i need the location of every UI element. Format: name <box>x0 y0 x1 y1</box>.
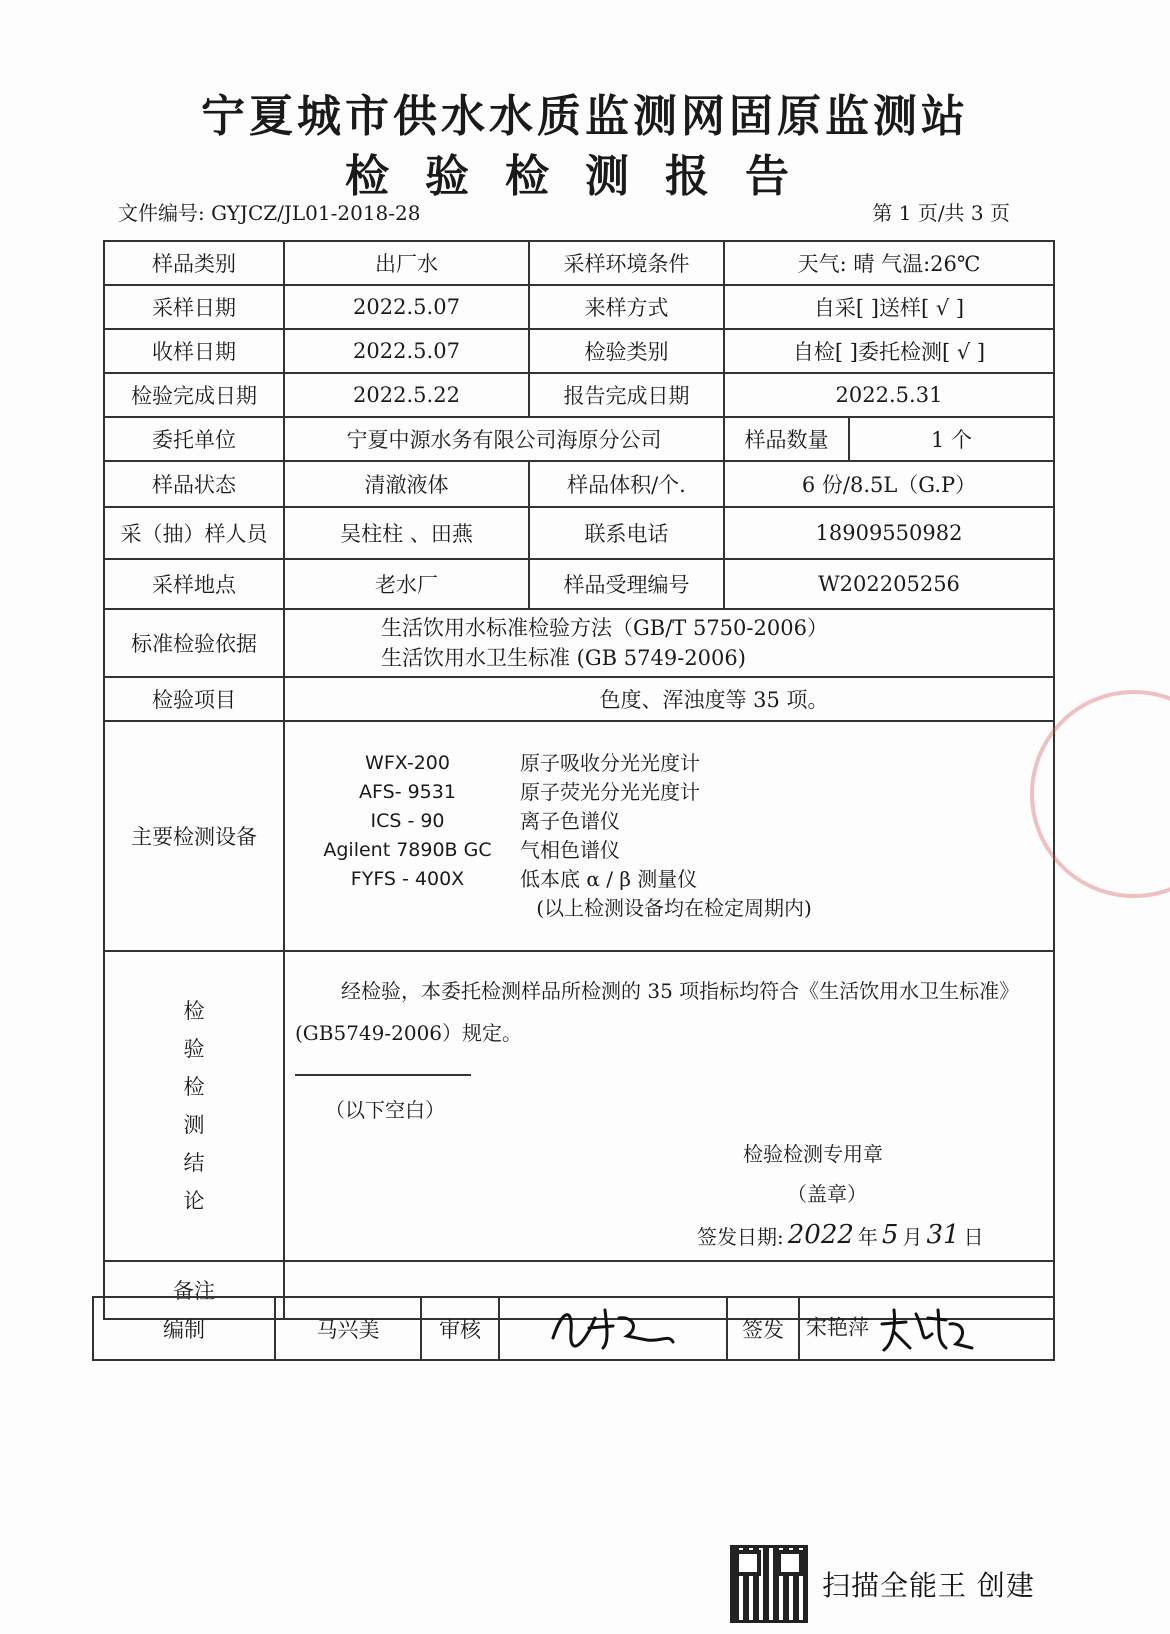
equipment-model: FYFS - 400X <box>350 868 465 890</box>
conclusion-label-char: 验 <box>183 1037 205 1061</box>
accept-no-value: W202205256 <box>724 559 1054 609</box>
seal-text: 检验检测专用章 <box>743 1142 883 1166</box>
sampler-value: 吴柱柱 、田燕 <box>284 507 529 559</box>
equipment-list <box>284 721 1054 951</box>
table-row <box>104 241 1054 285</box>
equipment-model: ICS - 90 <box>370 810 445 832</box>
equipment-item <box>295 749 1053 778</box>
review-signature-scribble <box>543 1298 683 1354</box>
issue-day: 31 <box>926 1220 960 1250</box>
table-row <box>104 507 1054 559</box>
equipment-item <box>295 807 1053 836</box>
sample-state-label: 样品状态 <box>104 461 284 507</box>
finish-date-label: 检验完成日期 <box>104 373 284 417</box>
client-value: 宁夏中源水务有限公司海原分公司 <box>284 417 724 461</box>
equipment-item <box>295 778 1053 807</box>
review-signature <box>499 1297 727 1360</box>
issue-signer <box>799 1297 1054 1360</box>
issue-month: 5 <box>881 1220 899 1250</box>
review-label: 审核 <box>421 1297 499 1360</box>
remark-label: 备注 <box>104 1261 284 1319</box>
conclusion-label-char: 检 <box>183 1075 205 1099</box>
table-row <box>104 329 1054 373</box>
equipment-name: 原子荧光分光光度计 <box>520 780 700 804</box>
receive-date-value: 2022.5.07 <box>284 329 529 373</box>
table-row <box>104 721 1054 951</box>
sample-type-label: 样品类别 <box>104 241 284 285</box>
issue-date <box>697 1220 984 1250</box>
compile-value: 马兴美 <box>275 1297 421 1360</box>
basis-label: 标准检验依据 <box>104 609 284 677</box>
equipment-label: 主要检测设备 <box>104 721 284 951</box>
sample-state-value: 清澈液体 <box>284 461 529 507</box>
sampler-label: 采（抽）样人员 <box>104 507 284 559</box>
sampling-date-label: 采样日期 <box>104 285 284 329</box>
sample-volume-label: 样品体积/个. <box>529 461 724 507</box>
table-row <box>93 1297 1054 1360</box>
equipment-note: (以上检测设备均在检定周期内) <box>536 896 812 920</box>
basis-standard-2: 生活饮用水卫生标准 (GB 5749-2006) <box>381 646 746 670</box>
location-value: 老水厂 <box>284 559 529 609</box>
basis-cell <box>284 609 1054 677</box>
table-row <box>104 373 1054 417</box>
report-date-value: 2022.5.31 <box>724 373 1054 417</box>
table-row <box>104 609 1054 677</box>
equipment-name: 气相色谱仪 <box>520 838 620 862</box>
issue-date-label: 签发日期: <box>697 1225 784 1249</box>
test-type-label: 检验类别 <box>529 329 724 373</box>
conclusion-label-char: 测 <box>183 1113 205 1137</box>
conclusion-label-char: 检 <box>183 999 205 1023</box>
issue-day-suffix: 日 <box>963 1225 984 1249</box>
equipment-item <box>295 865 1053 894</box>
items-label: 检验项目 <box>104 677 284 721</box>
env-value: 天气: 晴 气温:26℃ <box>724 241 1054 285</box>
equipment-name: 原子吸收分光光度计 <box>520 751 700 775</box>
test-type-value: 自检[ ]委托检测[ √ ] <box>724 329 1054 373</box>
table-row <box>104 461 1054 507</box>
equipment-item <box>295 836 1053 865</box>
report-title: 检验检测报告 <box>345 151 825 202</box>
delivery-label: 来样方式 <box>529 285 724 329</box>
quantity-label: 样品数量 <box>724 417 849 461</box>
issue-year-suffix: 年 <box>857 1225 878 1249</box>
basis-standard-1: 生活饮用水标准检验方法（GB/T 5750-2006） <box>381 616 828 640</box>
client-label: 委托单位 <box>104 417 284 461</box>
finish-date-value: 2022.5.22 <box>284 373 529 417</box>
report-organization-title: 宁夏城市供水水质监测网固原监测站 <box>201 91 969 142</box>
table-row <box>104 559 1054 609</box>
qr-code-icon <box>730 1545 808 1623</box>
receive-date-label: 收样日期 <box>104 329 284 373</box>
file-number: 文件编号: GYJCZ/JL01-2018-28 <box>118 201 421 225</box>
sample-volume-value: 6 份/8.5L（G.P） <box>724 461 1054 507</box>
signature-table <box>92 1296 1055 1361</box>
items-value: 色度、浑浊度等 35 项。 <box>284 677 1054 721</box>
stamp-text: （盖章） <box>787 1182 867 1206</box>
issue-signer-name: 宋艳萍 <box>806 1315 869 1339</box>
equipment-name: 低本底 α / β 测量仪 <box>520 867 698 891</box>
issue-month-suffix: 月 <box>902 1225 923 1249</box>
compile-label: 编制 <box>93 1297 275 1360</box>
page-indicator: 第 1 页/共 3 页 <box>872 201 1010 225</box>
table-row <box>104 417 1054 461</box>
conclusion-blank-note: （以下空白） <box>325 1098 445 1122</box>
conclusion-label-char: 论 <box>183 1189 205 1213</box>
table-row <box>104 677 1054 721</box>
equipment-model: AFS- 9531 <box>359 781 456 803</box>
phone-label: 联系电话 <box>529 507 724 559</box>
issue-signature-scribble <box>876 1304 976 1354</box>
equipment-name: 离子色谱仪 <box>520 809 620 833</box>
location-label: 采样地点 <box>104 559 284 609</box>
conclusion-divider <box>295 1074 471 1076</box>
conclusion-text: 经检验，本委托检测样品所检测的 35 项指标均符合《生活饮用水卫生标准》(GB5749-2006）规定。 <box>295 979 1020 1045</box>
table-row <box>104 285 1054 329</box>
conclusion-cell <box>284 951 1054 1261</box>
conclusion-label <box>104 951 284 1261</box>
sample-type-value: 出厂水 <box>284 241 529 285</box>
equipment-model: WFX-200 <box>365 752 450 774</box>
scanner-app-text: 扫描全能王 创建 <box>822 1569 1035 1602</box>
table-row <box>104 951 1054 1261</box>
delivery-value: 自采[ ]送样[ √ ] <box>724 285 1054 329</box>
conclusion-label-char: 结 <box>183 1151 205 1175</box>
equipment-model: Agilent 7890B GC <box>323 839 492 861</box>
sampling-date-value: 2022.5.07 <box>284 285 529 329</box>
phone-value: 18909550982 <box>724 507 1054 559</box>
accept-no-label: 样品受理编号 <box>529 559 724 609</box>
quantity-value: 1 个 <box>849 417 1054 461</box>
report-date-label: 报告完成日期 <box>529 373 724 417</box>
issue-year: 2022 <box>787 1220 854 1250</box>
issue-label: 签发 <box>727 1297 799 1360</box>
scanner-watermark <box>730 1545 1035 1623</box>
env-label: 采样环境条件 <box>529 241 724 285</box>
report-table <box>103 240 1055 1320</box>
